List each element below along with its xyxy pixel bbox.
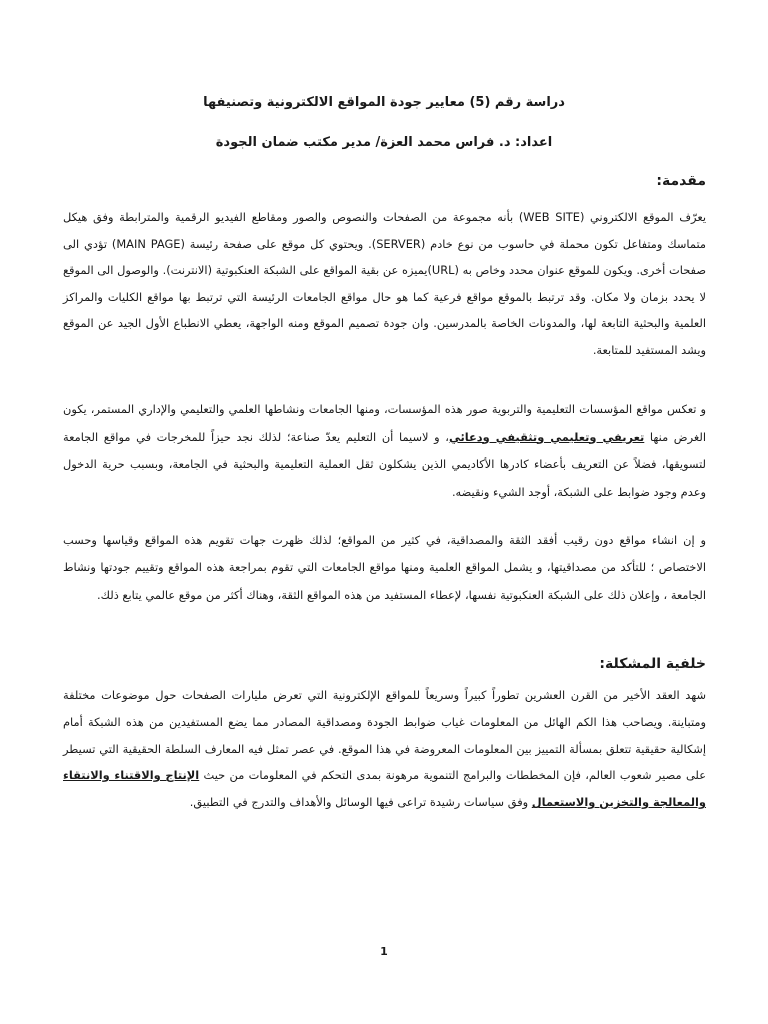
background-heading: خلفية المشكلة: bbox=[599, 656, 706, 672]
intro-paragraph-2 bbox=[63, 396, 706, 506]
background-paragraph-1-text-start: شهد العقد الأخير من القرن العشرين تطوراً كبيراً وسريعاً للمواقع الإلكترونية التي تعرض مليارات الصفحات حول موضوعات مختلفة ومتباينة. ويصاحب هذا الكم الهائل من المعلومات غياب ضوابط الجودة ومصداقية المصادر مما يضع المستفيدين من هذه الشبكة أمام إشكالية حقيقية تتعلق بمسألة التمييز بين المعلومات المعروضة في هذا الموقع. في عصر تمثل فيه المعارف السلطة الحقيقية التي تسيطر على مصير شعوب العالم، فإن المخططات والبرامج التنموية مرهونة بمدى التحكم في المعلومات من حيث bbox=[63, 688, 707, 783]
intro-paragraph-1: يعرّف الموقع الالكتروني (WEB SITE) بأنه مجموعة من الصفحات والنصوص والصور ومقاطع الفيديو الرقمية والمترابطة وفق هيكل متماسك ومتفاعل تكون محملة في حاسوب من نوع خادم (SERVER). ويحتوي كل موقع على صفحة رئيسة (MAIN PAGE) تؤدي الى صفحات أخرى. ويكون للموقع عنوان محدد وخاص به (URL)يميزه عن بقية المواقع على الشبكة العنكبوتية (الانترنت). والوصول الى الموقع لا يحدد بزمان ولا مكان. وقد ترتبط بالموقع مواقع فرعية كما هو حال مواقع الجامعات الرئيسة التي ترتبط بها مواقع الكليات والمراكز العلمية والبحثية التابعة لها، والمدونات الخاصة بالمدرسين. وان جودة تصميم الموقع ومنه الواجهة، يعطي الانطباع الأول الجيد عن الموقع ويشد المستفيد للمتابعة. bbox=[63, 210, 706, 357]
intro-paragraph-2-text-end: ، و لاسيما أن التعليم يعدّ صناعة؛ لذلك نجد حيزاً للمخرجات في مواقع الجامعة لتسويقها، فضلاً عن التعريف بأعضاء كادرها الأكاديمي الذين يشكلون ثقل العملية التعليمية والبحثية في الجامعة، وبسبب حرية الدخول وعدم وجود ضوابط على الشبكة، أوجد الشيء ونقيضه. bbox=[63, 429, 706, 499]
background-paragraph-1-text-end: وفق سياسات رشيدة تراعى فيها الوسائل والأهداف والتدرج في التطبيق. bbox=[189, 795, 532, 810]
intro-paragraph-2-emphasis: تعريفي وتعليمي وتثقيفي ودعائي bbox=[448, 429, 645, 444]
intro-heading: مقدمة: bbox=[656, 173, 706, 189]
intro-paragraph-3: و إن انشاء مواقع دون رقيب أفقد الثقة والمصداقية، في كثير من المواقع؛ لذلك ظهرت جهات تقويم هذه المواقع وقياسها وحسب الاختصاص ؛ للتأكد من مصداقيتها، و يشمل المواقع العلمية ومنها مواقع الجامعات التي تقوم بمراجعة هذه المواقع وتقييم جودتها ونشاط الجامعة ، وإعلان ذلك على الشبكة العنكبوتية نفسها، لإعطاء المستفيد من هذه المواقع الثقة، وهناك أكثر من موقع عالمي يتابع ذلك. bbox=[63, 533, 706, 602]
background-paragraph-1-emphasis: الإنتاج والاقتناء والانتقاء والمعالجة والتخزين والاستعمال bbox=[63, 768, 706, 810]
page-number: 1 bbox=[380, 945, 388, 958]
background-paragraph-1 bbox=[63, 682, 706, 816]
document-title: دراسة رقم (5) معايير جودة المواقع الالكترونية وتصنيفها bbox=[203, 95, 565, 110]
intro-paragraph-2-text-start: و تعكس مواقع المؤسسات التعليمية والتربوية صور هذه المؤسسات، ومنها الجامعات ونشاطها العلمي والتعليمي والإداري المستمر، يكون الغرض منها bbox=[63, 402, 706, 444]
document-author: اعداد: د. فراس محمد العزة/ مدير مكتب ضمان الجودة bbox=[215, 135, 553, 150]
